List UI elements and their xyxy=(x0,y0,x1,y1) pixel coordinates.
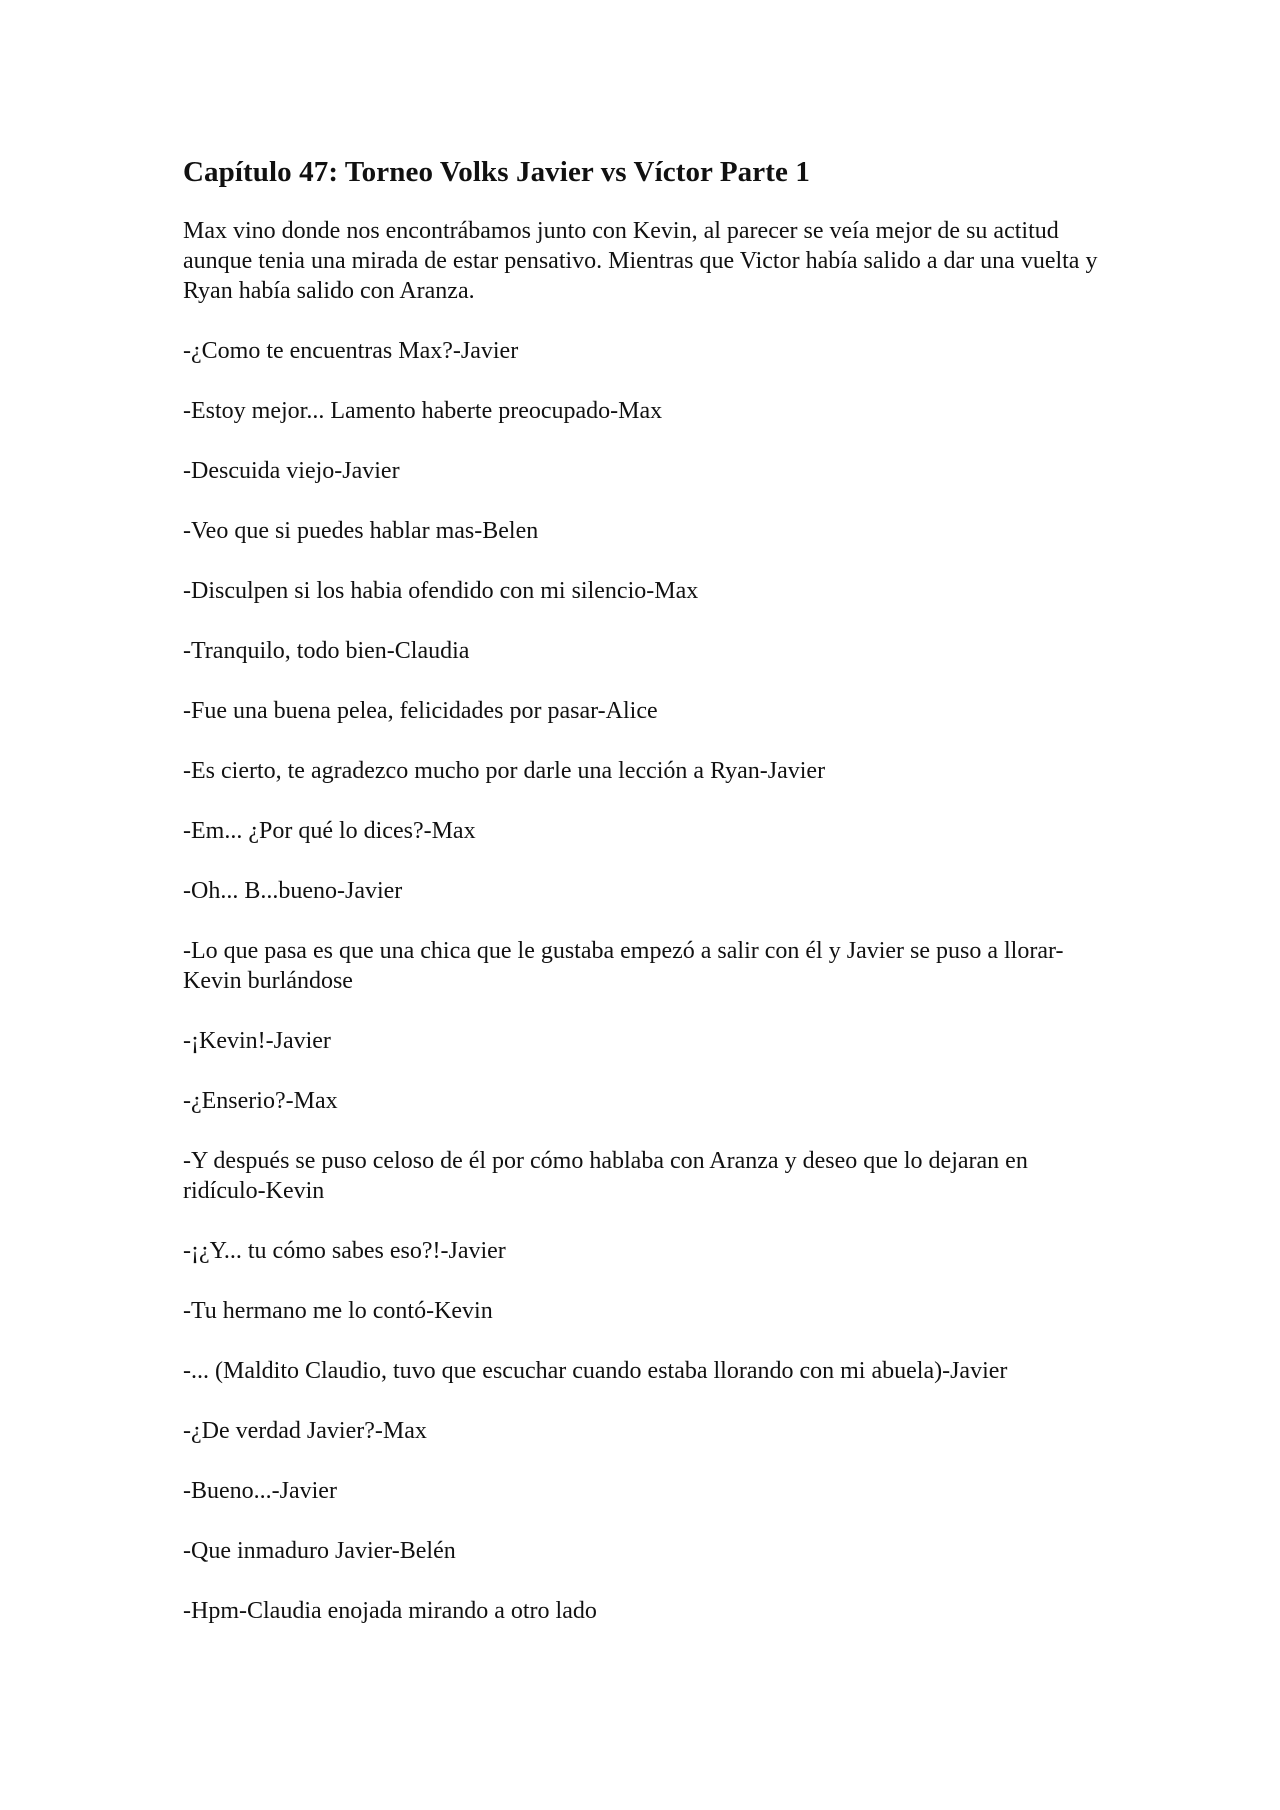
document-page xyxy=(183,150,1103,1656)
dialogue-line: -Hpm-Claudia enojada mirando a otro lado xyxy=(183,1598,597,1624)
dialogue-line: -... (Maldito Claudio, tuvo que escuchar cuando estaba llorando con mi abuela)-Javier xyxy=(183,1358,1008,1384)
dialogue-line: -Es cierto, te agradezco mucho por darle una lección a Ryan-Javier xyxy=(183,758,826,784)
dialogue-line: -Bueno...-Javier xyxy=(183,1478,337,1504)
dialogue-line: -Tranquilo, todo bien-Claudia xyxy=(183,638,470,664)
dialogue-line: -Tu hermano me lo contó-Kevin xyxy=(183,1298,493,1324)
dialogue-line: -Disculpen si los habia ofendido con mi silencio-Max xyxy=(183,578,699,604)
dialogue-line: -¡Kevin!-Javier xyxy=(183,1028,331,1054)
dialogue-line: -¡¿Y... tu cómo sabes eso?!-Javier xyxy=(183,1238,506,1264)
dialogue-line: -¿De verdad Javier?-Max xyxy=(183,1418,427,1444)
dialogue-line: -Lo que pasa es que una chica que le gustaba empezó a salir con él y Javier se puso a llorar-Kevin burlándose xyxy=(183,938,1064,994)
dialogue-line: -Veo que si puedes hablar mas-Belen xyxy=(183,518,539,544)
dialogue-line: -Y después se puso celoso de él por cómo hablaba con Aranza y deseo que lo dejaran en ridículo-Kevin xyxy=(183,1148,1028,1204)
dialogue-line: -¿Como te encuentras Max?-Javier xyxy=(183,338,519,364)
dialogue-line: -Em... ¿Por qué lo dices?-Max xyxy=(183,818,476,844)
dialogue-line: -Oh... B...bueno-Javier xyxy=(183,878,403,904)
dialogue-line: -Que inmaduro Javier-Belén xyxy=(183,1538,456,1564)
dialogue-line: -Fue una buena pelea, felicidades por pasar-Alice xyxy=(183,698,658,724)
dialogue-line: -¿Enserio?-Max xyxy=(183,1088,338,1114)
dialogue-line: -Estoy mejor... Lamento haberte preocupado-Max xyxy=(183,398,663,424)
chapter-title: Capítulo 47: Torneo Volks Javier vs Víctor Parte 1 xyxy=(183,156,810,188)
narrative-paragraph: Max vino donde nos encontrábamos junto con Kevin, al parecer se veía mejor de su actitud aunque tenia una mirada de estar pensativo. Mientras que Victor había salido a dar una vuelta y Ryan había salido con Aranza. xyxy=(183,218,1098,304)
dialogue-line: -Descuida viejo-Javier xyxy=(183,458,400,484)
